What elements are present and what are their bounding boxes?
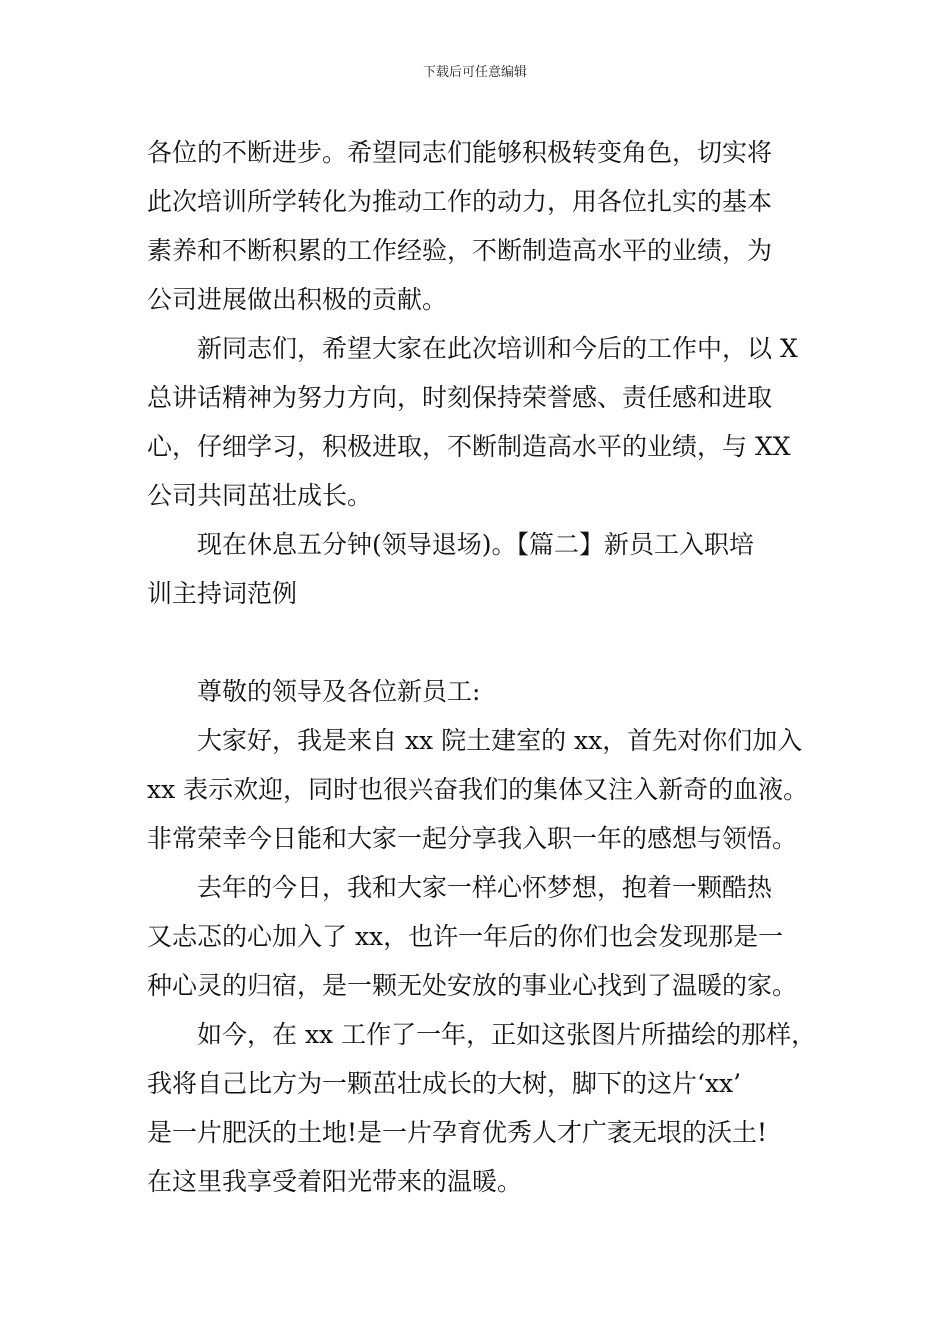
paragraph-line: 公司共同茁壮成长。 (147, 481, 373, 510)
paragraph-line: 现在休息五分钟(领导退场)。【篇二】新员工入职培 (197, 530, 755, 559)
paragraph-line: 去年的今日，我和大家一样心怀梦想，抱着一颗酷热 (197, 873, 773, 902)
paragraph-line: 我将自己比方为一颗茁壮成长的大树，脚下的这片‘xx’ (147, 1069, 742, 1098)
paragraph-line: 素养和不断积累的工作经验，不断制造高水平的业绩，为 (147, 236, 773, 265)
paragraph-line: 公司进展做出积极的贡献。 (147, 285, 448, 314)
paragraph-line: 在这里我享受着阳光带来的温暖。 (147, 1167, 523, 1196)
paragraph-line: 总讲话精神为努力方向，时刻保持荣誉感、责任感和进取 (147, 383, 773, 412)
page-header: 下载后可任意编辑 (422, 65, 527, 80)
paragraph-line: 种心灵的归宿，是一颗无处安放的事业心找到了温暖的家。 (147, 971, 798, 1000)
paragraph-line: 心，仔细学习，积极进取，不断制造高水平的业绩，与 XX (147, 432, 791, 461)
paragraph-line: 此次培训所学转化为推动工作的动力，用各位扎实的基本 (147, 187, 773, 216)
paragraph-line: 又忐忑的心加入了 xx，也许一年后的你们也会发现那是一 (147, 922, 784, 951)
paragraph-line: 如今，在 xx 工作了一年，正如这张图片所描绘的那样， (197, 1020, 817, 1049)
paragraph-line: 新同志们，希望大家在此次培训和今后的工作中，以 X (197, 334, 798, 363)
document-body (147, 128, 819, 1206)
paragraph-line: xx 表示欢迎，同时也很兴奋我们的集体又注入新奇的血液。 (147, 775, 809, 804)
paragraph-gap (147, 618, 819, 667)
paragraph-line: 大家好，我是来自 xx 院土建室的 xx，首先对你们加入 (197, 726, 803, 755)
paragraph-line: 非常荣幸今日能和大家一起分享我入职一年的感想与领悟。 (147, 824, 798, 853)
salutation-line: 尊敬的领导及各位新员工: (197, 677, 481, 706)
paragraph-line: 训主持词范例 (147, 579, 298, 608)
paragraph-line: 是一片肥沃的土地!是一片孕育优秀人才广袤无垠的沃土! (147, 1118, 768, 1147)
paragraph-line: 各位的不断进步。希望同志们能够积极转变角色，切实将 (147, 138, 773, 167)
